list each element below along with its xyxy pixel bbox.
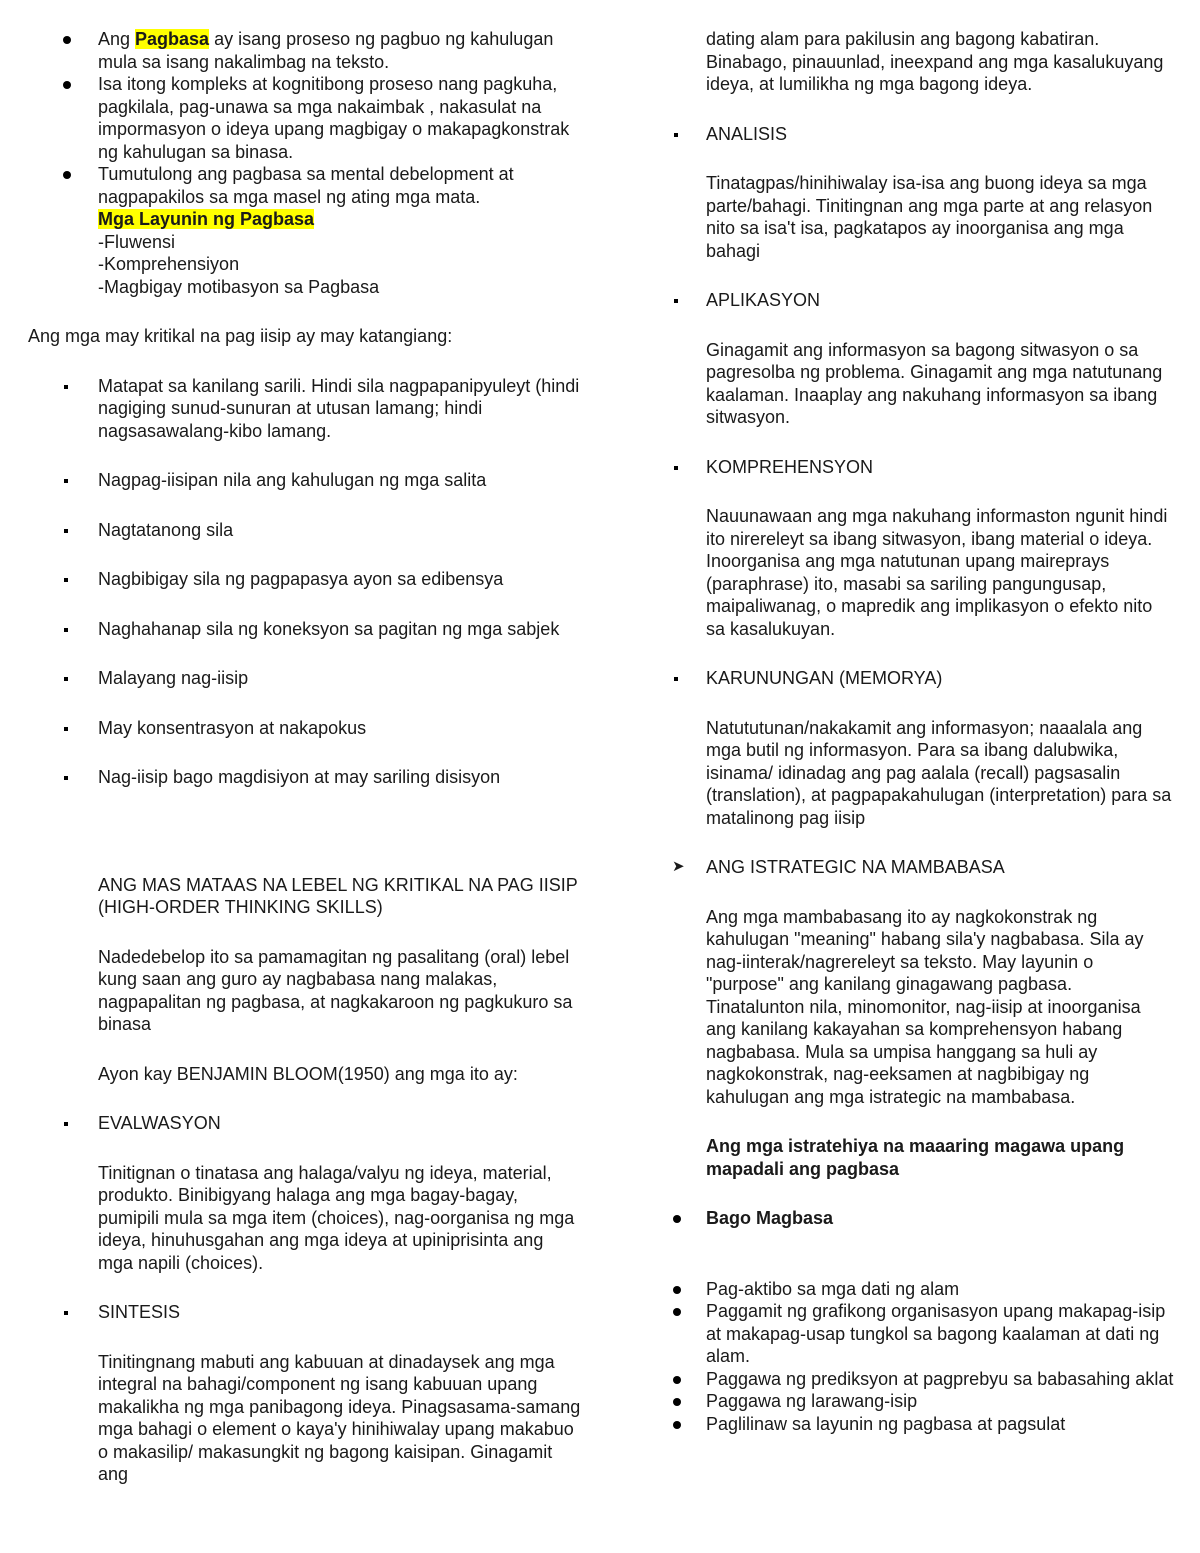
kritikal-intro: Ang mga may kritikal na pag iisip ay may katangiang: — [28, 326, 453, 346]
layunin-heading: Mga Layunin ng Pagbasa — [98, 209, 315, 229]
left-column — [28, 28, 583, 1486]
bago-magbasa-label: Bago Magbasa — [670, 1207, 1175, 1230]
karunungan-section — [670, 667, 1175, 690]
intro-bullet-kompleks — [28, 73, 583, 163]
bloom-line: Ayon kay BENJAMIN BLOOM(1950) ang mga ito ay: — [98, 1063, 518, 1084]
intro-text-prefix: Ang — [98, 29, 136, 49]
arrow-bullet-icon: ➤ — [672, 858, 685, 875]
layunin-item: -Komprehensiyon — [98, 254, 240, 274]
bago-section — [670, 1207, 1175, 1230]
right-column — [670, 28, 1175, 1435]
hots-paragraph: Nadedebelop ito sa pamamagitan ng pasalitang (oral) lebel kung saan ang guro ay nagbabasa nang malakas, nagpapalitan ng pagbasa, at nagkakaroon ng pagkukuro sa binasa — [98, 946, 573, 1034]
bago-item: Paglilinaw sa layunin ng pagbasa at pagsulat — [670, 1413, 1175, 1436]
katangian-item: Nagtatanong sila — [28, 519, 583, 542]
intro-bullet-pagbasa — [28, 28, 583, 73]
bago-item: Paggawa ng larawang-isip — [670, 1390, 1175, 1413]
hots-heading: ANG MAS MATAAS NA LEBEL NG KRITIKAL NA PAG IISIP (HIGH-ORDER THINKING SKILLS) — [98, 874, 578, 917]
bago-item: Paggamit ng grafikong organisasyon upang makapag-isip at makapag-usap tungkol sa bagong kaalaman at dati ng alam. — [670, 1300, 1175, 1368]
katangian-item: Naghahanap sila ng koneksyon sa pagitan ng mga sabjek — [28, 618, 583, 641]
bago-item: Paggawa ng prediksyon at pagprebyu sa babasahing aklat — [670, 1368, 1175, 1391]
highlight-pagbasa: Pagbasa — [135, 29, 210, 49]
sintesis-label: SINTESIS — [28, 1301, 583, 1324]
analisis-section — [670, 123, 1175, 146]
aplikasyon-label: APLIKASYON — [670, 289, 1175, 312]
sintesis-continued: dating alam para pakilusin ang bagong kabatiran. Binabago, pinauunlad, ineexpand ang mga kasalukuyang ideya, at lumilikha ng mga bagong ideya. — [706, 29, 1164, 94]
intro-text-tumutulong: Tumutulong ang pagbasa sa mental debelopment at nagpapakilos sa mga masel ng ating mga mata. — [98, 164, 514, 207]
komprehensyon-section — [670, 456, 1175, 479]
evalwasyon-label: EVALWASYON — [28, 1112, 583, 1135]
katangian-item: May konsentrasyon at nakapokus — [28, 717, 583, 740]
komprehensyon-text: Nauunawaan ang mga nakuhang informaston ngunit hindi ito nirereleyt sa ibang sitwasyon, ibang material o ideya. Inoorganisa ang mga natutunan upang maireprays (paraphrase) ito, masabi sa sariling pangungusap, maipaliwanag, o mapredik ang implikasyon o efekto nito sa kasalukuyan. — [706, 506, 1168, 639]
sintesis-text: Tinitingnang mabuti ang kabuuan at dinadaysek ang mga integral na bahagi/component ng isang kabuuan upang makalikha ng mga panibagong ideya. Pinagsasama-samang mga bahagi o element o kaya'y hinihiwalay upang makabuo o makasilip/ makasungkit ng bagong kaisipan. Ginagamit ang — [98, 1351, 581, 1484]
evalwasyon-section — [28, 1112, 583, 1135]
katangian-item: Nag-iisip bago magdisiyon at may sariling disisyon — [28, 766, 583, 789]
aplikasyon-text: Ginagamit ang informasyon sa bagong sitwasyon o sa pagresolba ng problema. Ginagamit ang mga natutunang kaalaman. Inaaplay ang nakuhang informasyon sa ibang sitwasyon. — [706, 339, 1163, 427]
bago-item: Pag-aktibo sa mga dati ng alam — [670, 1278, 1175, 1301]
strategic-label: ANG ISTRATEGIC NA MAMBABASA — [706, 857, 1005, 877]
katangian-item: Nagpag-iisipan nila ang kahulugan ng mga salita — [28, 469, 583, 492]
intro-text-kompleks: Isa itong kompleks at kognitibong proseso nang pagkuha, pagkilala, pag-unawa sa mga nakaimbak , nakasulat na impormasyon o ideya upang magbigay o makapagkonstrak ng kahulugan sa binasa. — [98, 74, 570, 162]
komprehensyon-label: KOMPREHENSYON — [670, 456, 1175, 479]
karunungan-label: KARUNUNGAN (MEMORYA) — [670, 667, 1175, 690]
katangian-item: Nagbibigay sila ng pagpapasya ayon sa edibensya — [28, 568, 583, 591]
intro-bullet-tumutulong — [28, 163, 583, 298]
analisis-text: Tinatagpas/hinihiwalay isa-isa ang buong ideya sa mga parte/bahagi. Tinitingnan ang mga parte at ang relasyon nito sa isa't isa, pagkatapos ay inoorganisa ang mga bahagi — [706, 173, 1153, 261]
analisis-label: ANALISIS — [670, 123, 1175, 146]
intro-text-suffix: ay isang proseso ng pagbuo ng kahulugan mula sa isang nakalimbag na teksto. — [98, 29, 554, 72]
strategic-text: Ang mga mambabasang ito ay nagkokonstrak ng kahulugan "meaning" habang sila'y nagbabasa. Sila ay nag-iinterak/nagrereleyt sa teksto. May layunin o "purpose" ang kanilang ginagawang pagbasa. Tinatalunton nila, minomonitor, nag-iisip at inoorganisa ang kanilang kakayahan sa komprehensyon habang nagbabasa. Mula sa umpisa hanggang sa huli ay nagkokonstrak, nag-eeksamen at nagbibigay ng kahulugan ang mga istrategic na mambabasa. — [706, 906, 1144, 1107]
intro-bullet-list — [28, 28, 583, 298]
strategic-label-item — [670, 856, 1175, 879]
sintesis-section — [28, 1301, 583, 1324]
istratehiya-heading: Ang mga istratehiya na maaaring magawa upang mapadali ang pagbasa — [706, 1136, 1125, 1179]
katangian-list — [28, 375, 583, 789]
katangian-item: Matapat sa kanilang sarili. Hindi sila nagpapanipyuleyt (hindi nagiging sunud-sunuran at utusan lamang; hindi nagsasawalang-kibo lamang. — [28, 375, 583, 443]
karunungan-text: Natututunan/nakakamit ang informasyon; naaalala ang mga butil ng informasyon. Para sa ibang dalubwika, isinama/ idinadag ang pag aalala (recall) pagsasalin (translation), at pagpapakahulugan (interpretation) para sa matalinong pag iisip — [706, 717, 1172, 828]
katangian-item: Malayang nag-iisip — [28, 667, 583, 690]
aplikasyon-section — [670, 289, 1175, 312]
strategic-section — [670, 856, 1175, 879]
bago-items-list — [670, 1278, 1175, 1436]
layunin-item: -Fluwensi — [98, 231, 176, 252]
layunin-item: -Magbigay motibasyon sa Pagbasa — [98, 276, 380, 297]
evalwasyon-text: Tinitignan o tinatasa ang halaga/valyu ng ideya, material, produkto. Binibigyang halaga ang mga bagay-bagay, pumipili mula sa mga item (choices), nag-oorganisa ng mga ideya, hinuhusgahan ang mga ideya at upiniprisinta ang mga napili (choices). — [98, 1162, 575, 1273]
